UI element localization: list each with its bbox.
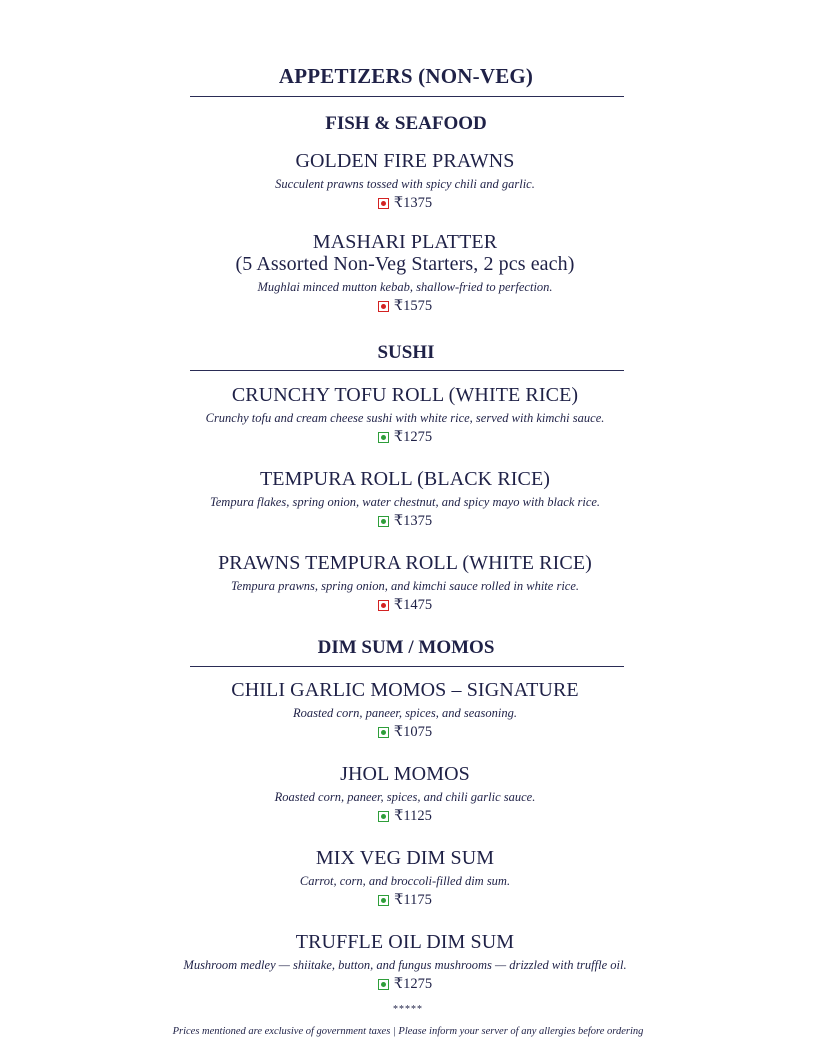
dish-price-row (150, 428, 660, 447)
dish-name: MASHARI PLATTER (312, 231, 498, 253)
dish-name: MIX VEG DIM SUM (315, 847, 495, 869)
menu-item-tempura-roll (150, 468, 660, 531)
veg-mark-icon (378, 727, 389, 738)
veg-mark-icon (378, 432, 389, 443)
menu-item-mix-veg-dim-sum (150, 847, 660, 910)
veg-mark-icon (378, 895, 389, 906)
menu-item-mashari-platter (150, 231, 660, 316)
section-divider (190, 666, 624, 667)
dish-price: ₹1375 (393, 195, 433, 211)
dish-price-row (150, 512, 660, 531)
dish-price-row (150, 596, 660, 615)
section-divider (190, 370, 624, 371)
non-veg-mark-icon (378, 198, 389, 209)
dish-description: Tempura flakes, spring onion, water chestnut, and spicy mayo with black rice. (209, 495, 601, 509)
veg-mark-icon (378, 516, 389, 527)
dish-price: ₹1275 (393, 429, 433, 445)
menu-item-prawns-tempura-roll (150, 552, 660, 615)
menu-item-golden-fire-prawns (150, 150, 660, 213)
non-veg-mark-icon (378, 600, 389, 611)
dish-description: Carrot, corn, and broccoli-filled dim sum. (299, 874, 511, 888)
dish-price-row (150, 891, 660, 910)
menu-item-crunchy-tofu-roll (150, 384, 660, 447)
menu-item-jhol-momos (150, 763, 660, 826)
dish-name: GOLDEN FIRE PRAWNS (295, 150, 515, 172)
page-title: APPETIZERS (NON-VEG) (278, 64, 534, 88)
dish-price-row (150, 807, 660, 826)
dish-price: ₹1575 (393, 298, 433, 314)
dish-name: TRUFFLE OIL DIM SUM (295, 931, 515, 953)
dish-price: ₹1125 (394, 808, 432, 824)
dish-price-row (150, 297, 660, 316)
end-divider-stars: ***** (393, 1004, 423, 1015)
menu-item-chili-garlic-momos (150, 679, 660, 742)
dish-description: Mughlai minced mutton kebab, shallow-fried to perfection. (257, 280, 553, 294)
section-heading-dim-sum-momos: DIM SUM / MOMOS (317, 637, 495, 658)
veg-mark-icon (378, 811, 389, 822)
dish-description: Mushroom medley — shiitake, button, and fungus mushrooms — drizzled with truffle oil. (183, 958, 627, 972)
dish-price: ₹1475 (393, 597, 433, 613)
title-divider (190, 96, 624, 97)
dish-description: Roasted corn, paneer, spices, and chili garlic sauce. (274, 790, 536, 804)
menu-item-truffle-oil-dim-sum (150, 931, 660, 994)
footer-note: Prices mentioned are exclusive of government taxes | Please inform your server of any allergies before ordering (172, 1026, 644, 1037)
dish-name: CRUNCHY TOFU ROLL (WHITE RICE) (231, 384, 579, 406)
dish-name: CHILI GARLIC MOMOS – SIGNATURE (231, 679, 579, 701)
dish-price: ₹1075 (393, 724, 433, 740)
section-heading-fish-seafood: FISH & SEAFOOD (325, 113, 487, 134)
dish-description: Crunchy tofu and cream cheese sushi with white rice, served with kimchi sauce. (205, 411, 605, 425)
dish-price-row (150, 975, 660, 994)
dish-name: PRAWNS TEMPURA ROLL (WHITE RICE) (218, 552, 592, 574)
dish-description: Succulent prawns tossed with spicy chili and garlic. (275, 177, 535, 191)
veg-mark-icon (378, 979, 389, 990)
dish-name-subtitle: (5 Assorted Non-Veg Starters, 2 pcs each) (235, 253, 575, 275)
dish-price-row (150, 723, 660, 742)
dish-price: ₹1175 (394, 892, 432, 908)
dish-price: ₹1275 (393, 976, 433, 992)
dish-description: Tempura prawns, spring onion, and kimchi sauce rolled in white rice. (230, 579, 580, 593)
dish-price: ₹1375 (393, 513, 433, 529)
dish-description: Roasted corn, paneer, spices, and seasoning. (293, 706, 517, 720)
dish-name: JHOL MOMOS (340, 763, 470, 785)
section-heading-sushi: SUSHI (377, 342, 435, 363)
non-veg-mark-icon (378, 301, 389, 312)
dish-price-row (150, 194, 660, 213)
dish-name: TEMPURA ROLL (BLACK RICE) (259, 468, 551, 490)
